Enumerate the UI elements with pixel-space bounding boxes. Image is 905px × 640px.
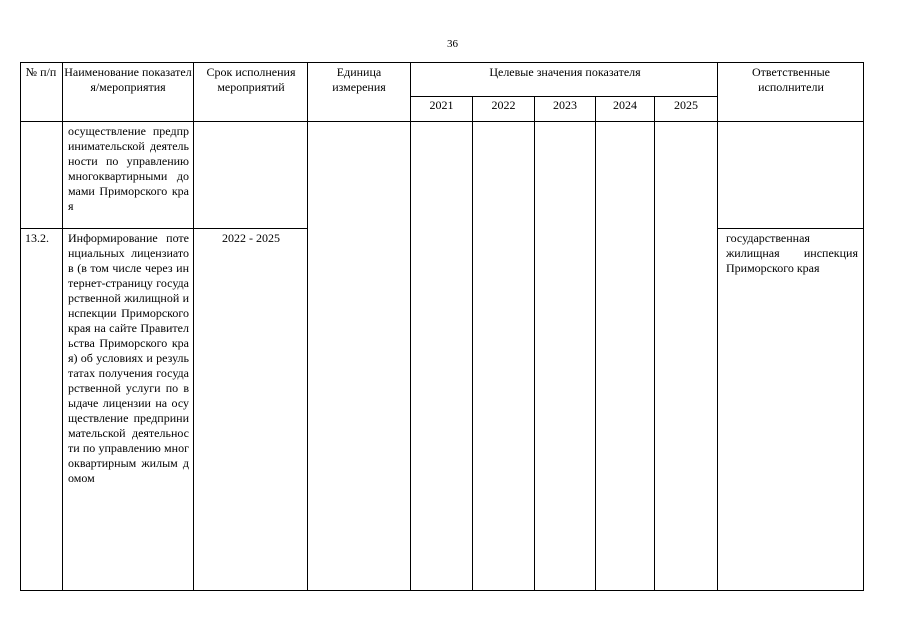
col-divider-name (193, 62, 194, 591)
row-2-num: 13.2. (25, 231, 49, 245)
header-name: Наименование показателя/мероприятия (64, 65, 192, 94)
row-2-name: Информирование потенциальных лицензиатов (в том числе через интернет-страницу государственной жилищной инспекции Приморского края на сайте Правительства Приморского края) об условиях и результатах получения государственной услуги по выдаче лицензии на осуществление предпринимательской деятельности по управлению многоквартирным жилым домом (68, 231, 189, 485)
header-year-2022: 2022 (491, 98, 516, 112)
table-border-right (863, 62, 864, 591)
year-header-divider (410, 96, 718, 97)
header-year-2021: 2021 (429, 98, 454, 112)
header-term: Срок исполнения мероприятий (206, 65, 296, 94)
header-year-2025: 2025 (674, 98, 698, 112)
col-divider-2024 (654, 96, 655, 591)
col-divider-term (307, 62, 308, 591)
header-num: № п/п (25, 65, 57, 79)
header-targets: Целевые значения показателя (489, 65, 641, 79)
row-divider-left (20, 228, 307, 229)
row-2-term: 2022 - 2025 (222, 231, 280, 245)
header-bottom-border (20, 121, 864, 122)
row-1-name: осуществление предпринимательской деятельности по управлению многоквартирными домами Приморского края (68, 124, 189, 213)
col-divider-2025 (717, 62, 718, 591)
row-2-responsible: государственная жилищная инспекция Приморского края (726, 231, 858, 275)
header-responsible: Ответственные исполнители (752, 65, 830, 94)
col-divider-2022 (534, 96, 535, 591)
header-year-2024: 2024 (613, 98, 637, 112)
header-year-2023: 2023 (553, 98, 577, 112)
table-border-bottom (20, 590, 864, 591)
col-divider-2023 (595, 96, 596, 591)
page-number: 36 (447, 38, 458, 50)
col-divider-unit (410, 62, 411, 591)
table-border-top (20, 62, 864, 63)
header-unit: Единица измерения (332, 65, 386, 94)
col-divider-2021 (472, 96, 473, 591)
row-divider-right (718, 228, 864, 229)
table-border-left (20, 62, 21, 591)
col-divider-num (62, 62, 63, 591)
